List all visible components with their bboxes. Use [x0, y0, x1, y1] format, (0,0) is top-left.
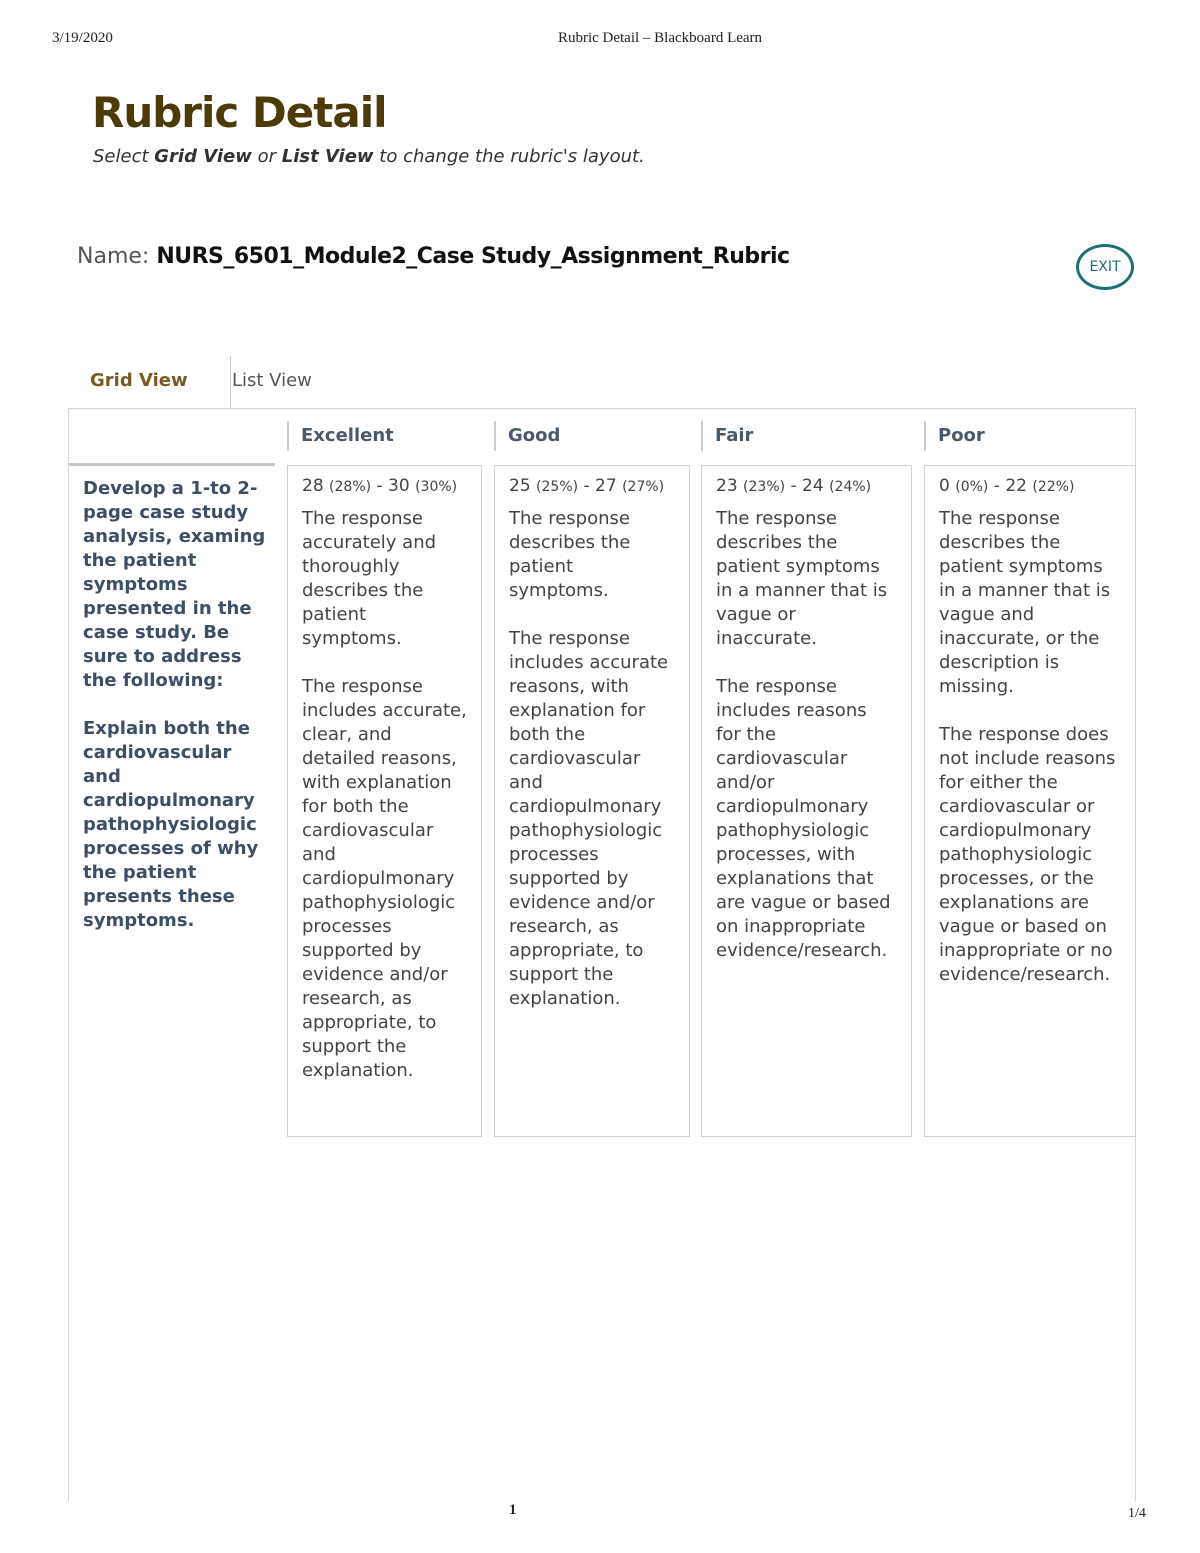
range-high: 24: [802, 476, 824, 496]
level-description: The response does not include reasons for either the cardiovascular or cardiopulmonary pathophysiologic processes, or the explanations are vague or based on inappropriate or no evidence/research.: [939, 724, 1116, 985]
page-count: 1/4: [1128, 1506, 1146, 1521]
view-tabs: [68, 356, 428, 408]
level-description: The response describes the patient symptoms in a manner that is vague and inaccurate, or the description is missing.: [939, 508, 1111, 697]
level-header-fair: Fair: [701, 421, 915, 451]
criterion-paragraph: Develop a 1-to 2-page case study analysis, examing the patient symptoms presented in the case study. Be sure to address the following:: [83, 478, 266, 691]
rubric-cell-excellent[interactable]: [287, 465, 482, 1137]
subtitle-prefix: Select: [93, 146, 155, 167]
range-low-percent: (25%): [536, 479, 579, 495]
subtitle-grid-view: Grid View: [154, 146, 252, 167]
range-high-percent: (27%): [622, 479, 665, 495]
level-description: The response includes accurate reasons, with explanation for both the cardiovascular and cardiopulmonary pathophysiologic processes supported by evidence and/or research, as appropriate, to support the explanation.: [509, 628, 669, 1009]
range-high-percent: (24%): [829, 479, 872, 495]
criterion-description: [83, 477, 269, 957]
tab-grid-view[interactable]: Grid View: [68, 356, 231, 408]
level-description: The response describes the patient symptoms.: [509, 508, 631, 601]
range-low: 23: [716, 476, 738, 496]
rubric-name-value: NURS_6501_Module2_Case Study_Assignment_Rubric: [156, 244, 790, 269]
rubric-cell-fair[interactable]: [701, 465, 912, 1137]
range-high: 22: [1005, 476, 1027, 496]
points-range: [302, 474, 467, 499]
level-description: The response describes the patient symptoms in a manner that is vague or inaccurate.: [716, 508, 888, 649]
level-description: The response includes reasons for the cardiovascular and/or cardiopulmonary pathophysiologic processes, with explanations that are vague or based on inappropriate evidence/research.: [716, 676, 891, 961]
level-header-good: Good: [494, 421, 688, 451]
range-separator: -: [371, 476, 389, 496]
range-low-percent: (28%): [329, 479, 372, 495]
subtitle-or: or: [251, 146, 282, 167]
criteria-header-cell: [69, 409, 275, 466]
range-low: 28: [302, 476, 324, 496]
rubric-cell-poor[interactable]: [924, 465, 1136, 1137]
criterion-paragraph: Explain both the cardiovascular and cardiopulmonary pathophysiologic processes of why the patient presents these symptoms.: [83, 718, 259, 931]
level-description: The response includes accurate, clear, and detailed reasons, with explanation for both the cardiovascular and cardiopulmonary pathophysiologic processes supported by evidence and/or research, as appropriate, to support the explanation.: [302, 676, 467, 1081]
rubric-cell-good[interactable]: [494, 465, 690, 1137]
range-high: 30: [388, 476, 410, 496]
range-high-percent: (30%): [415, 479, 458, 495]
rubric-name: [77, 244, 790, 269]
range-low: 25: [509, 476, 531, 496]
print-date: 3/19/2020: [52, 30, 113, 46]
print-header: [0, 30, 1200, 50]
exit-button[interactable]: EXIT: [1076, 244, 1134, 290]
points-range: [716, 474, 897, 499]
page-title: Rubric Detail: [92, 88, 387, 137]
range-low: 0: [939, 476, 950, 496]
subtitle-list-view: List View: [281, 146, 374, 167]
level-header-excellent: Excellent: [287, 421, 481, 451]
points-range: [939, 474, 1121, 499]
points-range: [509, 474, 675, 499]
range-low-percent: (23%): [743, 479, 786, 495]
range-separator: -: [988, 476, 1006, 496]
page-subtitle: [93, 146, 645, 167]
range-high: 27: [595, 476, 617, 496]
level-description: The response accurately and thoroughly describes the patient symptoms.: [302, 508, 437, 649]
page-number: 1: [509, 1502, 517, 1518]
subtitle-suffix: to change the rubric's layout.: [373, 146, 645, 167]
tab-list-view[interactable]: List View: [232, 370, 312, 391]
range-high-percent: (22%): [1032, 479, 1075, 495]
rubric-grid: [68, 408, 1136, 1501]
print-page-title: Rubric Detail – Blackboard Learn: [557, 30, 763, 46]
range-separator: -: [785, 476, 803, 496]
range-separator: -: [578, 476, 596, 496]
range-low-percent: (0%): [955, 479, 989, 495]
level-header-poor: Poor: [924, 421, 1133, 451]
rubric-header-row: [69, 409, 1135, 465]
rubric-name-label: Name:: [77, 244, 157, 269]
